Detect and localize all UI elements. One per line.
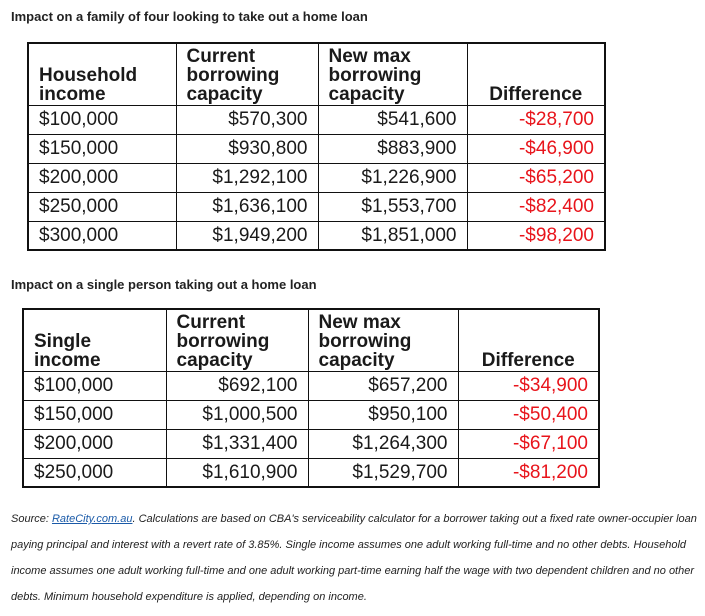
table-header-row xyxy=(23,309,599,371)
table-row xyxy=(28,105,605,134)
new-max-capacity-cell: $1,226,900 xyxy=(318,163,467,192)
new-max-capacity-cell: $1,264,300 xyxy=(308,429,458,458)
current-capacity-cell: $930,800 xyxy=(176,134,318,163)
difference-cell: -$81,200 xyxy=(458,458,599,487)
difference-cell: -$67,100 xyxy=(458,429,599,458)
income-cell: $150,000 xyxy=(23,400,166,429)
current-capacity-cell: $1,331,400 xyxy=(166,429,308,458)
income-cell: $200,000 xyxy=(28,163,176,192)
table-row xyxy=(23,371,599,400)
current-capacity-cell: $1,610,900 xyxy=(166,458,308,487)
table-row xyxy=(23,458,599,487)
difference-cell: -$98,200 xyxy=(467,221,605,250)
new-max-capacity-cell: $950,100 xyxy=(308,400,458,429)
income-cell: $150,000 xyxy=(28,134,176,163)
current-capacity-cell: $570,300 xyxy=(176,105,318,134)
income-cell: $200,000 xyxy=(23,429,166,458)
header-current-capacity: Current borrowing capacity xyxy=(166,309,308,371)
header-difference: Difference xyxy=(458,309,599,371)
header-current-capacity: Current borrowing capacity xyxy=(176,43,318,105)
new-max-capacity-cell: $1,529,700 xyxy=(308,458,458,487)
difference-cell: -$65,200 xyxy=(467,163,605,192)
source-prefix: Source: xyxy=(11,513,52,525)
current-capacity-cell: $1,949,200 xyxy=(176,221,318,250)
new-max-capacity-cell: $1,553,700 xyxy=(318,192,467,221)
difference-cell: -$46,900 xyxy=(467,134,605,163)
current-capacity-cell: $692,100 xyxy=(166,371,308,400)
current-capacity-cell: $1,292,100 xyxy=(176,163,318,192)
table-row xyxy=(28,221,605,250)
income-cell: $250,000 xyxy=(28,192,176,221)
current-capacity-cell: $1,000,500 xyxy=(166,400,308,429)
single-borrowing-table xyxy=(22,308,600,488)
table-row xyxy=(28,134,605,163)
header-household-income: Household income xyxy=(28,43,176,105)
header-difference: Difference xyxy=(467,43,605,105)
table-row xyxy=(23,400,599,429)
income-cell: $250,000 xyxy=(23,458,166,487)
ratecity-link[interactable]: RateCity.com.au xyxy=(51,513,133,525)
income-cell: $100,000 xyxy=(23,371,166,400)
single-table-caption: Impact on a single person taking out a home loan xyxy=(11,277,317,292)
difference-cell: -$82,400 xyxy=(467,192,605,221)
table-row xyxy=(28,163,605,192)
header-single-income: Single income xyxy=(23,309,166,371)
table-row xyxy=(28,192,605,221)
table-row xyxy=(23,429,599,458)
source-note xyxy=(11,506,701,610)
difference-cell: -$28,700 xyxy=(467,105,605,134)
new-max-capacity-cell: $541,600 xyxy=(318,105,467,134)
new-max-capacity-cell: $1,851,000 xyxy=(318,221,467,250)
income-cell: $100,000 xyxy=(28,105,176,134)
difference-cell: -$34,900 xyxy=(458,371,599,400)
family-borrowing-table xyxy=(27,42,606,251)
header-new-max-capacity: New max borrowing capacity xyxy=(308,309,458,371)
current-capacity-cell: $1,636,100 xyxy=(176,192,318,221)
new-max-capacity-cell: $657,200 xyxy=(308,371,458,400)
header-new-max-capacity: New max borrowing capacity xyxy=(318,43,467,105)
source-text: . Calculations are based on CBA's serviceability calculator for a borrower taking out a fixed rate owner-occupier loan paying principal and interest with a revert rate of 3.85%. Single income assumes one adult working full-time and no other debts. Household income assumes one adult working full-time and one adult working part-time earning half the wage with two dependent children and no other debts. Minimum household expenditure is applied, depending on income. xyxy=(11,513,697,603)
table-header-row xyxy=(28,43,605,105)
income-cell: $300,000 xyxy=(28,221,176,250)
new-max-capacity-cell: $883,900 xyxy=(318,134,467,163)
family-table-caption: Impact on a family of four looking to take out a home loan xyxy=(11,9,368,24)
difference-cell: -$50,400 xyxy=(458,400,599,429)
